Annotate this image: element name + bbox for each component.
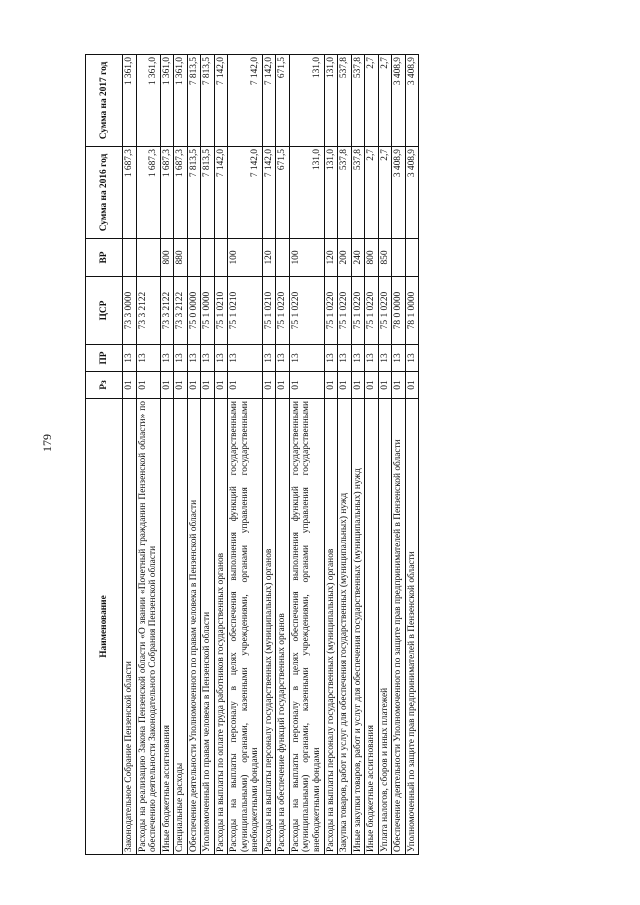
cell-sum-2017: 537,8 [338,55,352,147]
table-row [174,55,188,855]
cell-pr: 13 [405,345,419,372]
cell-csr: 75 1 0210 [214,277,228,345]
cell-vr: 800 [365,239,379,277]
cell-sum-2016: 7 142,0 [228,147,263,239]
cell-vr [276,239,290,277]
cell-sum-2016: 3 408,9 [405,147,419,239]
cell-rz: 01 [289,372,324,399]
cell-name: Расходы на выплаты персоналу государственных (муниципальных) органов [324,399,338,855]
cell-rz: 01 [324,372,338,399]
cell-name: Расходы на реализацию Закона Пензенской области «О звании «Почетный гражданин Пензенской области» по обеспечению деятельности Законодательного Собрания Пензенской области [136,399,160,855]
header-rz: Рз [86,372,123,399]
cell-name: Расходы на обеспечение функций государственных органов [276,399,290,855]
cell-pr: 13 [214,345,228,372]
cell-rz: 01 [365,372,379,399]
cell-vr [405,239,419,277]
cell-vr [392,239,406,277]
cell-pr: 13 [160,345,174,372]
header-sum-2016: Сумма на 2016 год [86,147,123,239]
cell-pr: 13 [174,345,188,372]
table-row [262,55,276,855]
cell-csr: 75 1 0220 [338,277,352,345]
cell-sum-2017: 2,7 [365,55,379,147]
cell-csr: 75 1 0220 [378,277,392,345]
table-row [136,55,160,855]
cell-pr: 13 [228,345,263,372]
budget-table [85,54,419,855]
cell-sum-2017: 7 813,5 [187,55,201,147]
cell-name: Законодательное Собрание Пензенской области [123,399,137,855]
cell-sum-2016: 537,8 [338,147,352,239]
cell-sum-2017: 1 361,0 [136,55,160,147]
cell-vr [187,239,201,277]
cell-pr: 13 [201,345,215,372]
cell-name: Обеспечение деятельности Уполномоченного по правам человека в Пензенской области [187,399,201,855]
cell-name: Расходы на выплаты персоналу в целях обеспечения выполнения функций государственными (муниципальными) органами, казенными учреждениями, органами управления государственными внебюджетными фондами [228,399,263,855]
cell-sum-2017: 1 361,0 [123,55,137,147]
cell-name: Обеспечение деятельности Уполномоченного по защите прав предпринимателей в Пензенской области [392,399,406,855]
cell-vr [214,239,228,277]
table-row [351,55,365,855]
cell-sum-2016: 7 813,5 [187,147,201,239]
cell-name: Иные бюджетные ассигнования [365,399,379,855]
cell-vr: 120 [262,239,276,277]
cell-csr: 75 1 0220 [289,277,324,345]
cell-csr: 75 1 0220 [324,277,338,345]
cell-csr: 75 1 0220 [276,277,290,345]
cell-csr: 75 1 0220 [365,277,379,345]
cell-pr: 13 [136,345,160,372]
table-row [187,55,201,855]
table-row [392,55,406,855]
cell-rz: 01 [378,372,392,399]
cell-name: Расходы на выплаты по оплате труда работников государственных органов [214,399,228,855]
cell-sum-2016: 3 408,9 [392,147,406,239]
cell-pr: 13 [262,345,276,372]
table-row [228,55,263,855]
cell-csr: 73 3 2122 [136,277,160,345]
cell-rz: 01 [174,372,188,399]
cell-sum-2017: 1 361,0 [160,55,174,147]
cell-rz: 01 [338,372,352,399]
cell-rz: 01 [392,372,406,399]
cell-csr: 75 1 0210 [262,277,276,345]
header-sum-2017: Сумма на 2017 год [86,55,123,147]
cell-pr: 13 [123,345,137,372]
cell-vr: 100 [289,239,324,277]
cell-rz: 01 [276,372,290,399]
cell-csr: 73 3 2122 [174,277,188,345]
cell-csr: 73 3 0000 [123,277,137,345]
cell-pr: 13 [378,345,392,372]
cell-rz: 01 [123,372,137,399]
cell-sum-2016: 537,8 [351,147,365,239]
cell-sum-2016: 131,0 [289,147,324,239]
cell-name: Специальные расходы [174,399,188,855]
cell-rz: 01 [405,372,419,399]
cell-csr: 75 1 0210 [228,277,263,345]
cell-sum-2017: 7 142,0 [214,55,228,147]
cell-vr: 120 [324,239,338,277]
cell-rz: 01 [201,372,215,399]
cell-sum-2017: 7 142,0 [262,55,276,147]
header-name: Наименование [86,399,123,855]
cell-vr [123,239,137,277]
cell-sum-2017: 1 361,0 [174,55,188,147]
cell-csr: 78 0 0000 [392,277,406,345]
cell-csr: 78 1 0000 [405,277,419,345]
cell-sum-2017: 7 142,0 [228,55,263,147]
cell-sum-2016: 7 142,0 [214,147,228,239]
cell-vr: 200 [338,239,352,277]
cell-rz: 01 [351,372,365,399]
cell-rz: 01 [262,372,276,399]
cell-sum-2016: 1 687,3 [136,147,160,239]
cell-rz: 01 [160,372,174,399]
cell-pr: 13 [289,345,324,372]
table-row [324,55,338,855]
table-row [276,55,290,855]
table-row [338,55,352,855]
header-csr: ЦСР [86,277,123,345]
cell-name: Расходы на выплаты персоналу государственных (муниципальных) органов [262,399,276,855]
cell-sum-2017: 3 408,9 [392,55,406,147]
rotated-table-area [85,55,605,855]
table-row [214,55,228,855]
cell-csr: 73 3 2122 [160,277,174,345]
cell-pr: 13 [187,345,201,372]
cell-sum-2017: 671,5 [276,55,290,147]
cell-sum-2016: 1 687,3 [174,147,188,239]
cell-vr: 800 [160,239,174,277]
table-row [378,55,392,855]
cell-vr [201,239,215,277]
cell-sum-2016: 2,7 [378,147,392,239]
cell-sum-2017: 537,8 [351,55,365,147]
cell-vr [136,239,160,277]
cell-name: Иные бюджетные ассигнования [160,399,174,855]
table-row [123,55,137,855]
cell-rz: 01 [214,372,228,399]
cell-rz: 01 [136,372,160,399]
cell-name: Закупка товаров, работ и услуг для обеспечения государственных (муниципальных) нужд [338,399,352,855]
cell-pr: 13 [324,345,338,372]
cell-sum-2017: 131,0 [324,55,338,147]
cell-csr: 75 1 0220 [351,277,365,345]
table-body [123,55,419,855]
cell-pr: 13 [276,345,290,372]
cell-vr: 100 [228,239,263,277]
cell-sum-2016: 7 142,0 [262,147,276,239]
cell-pr: 13 [338,345,352,372]
cell-sum-2016: 2,7 [365,147,379,239]
cell-vr: 850 [378,239,392,277]
cell-rz: 01 [187,372,201,399]
cell-name: Уполномоченный по правам человека в Пензенской области [201,399,215,855]
cell-vr: 880 [174,239,188,277]
cell-sum-2017: 7 813,5 [201,55,215,147]
cell-pr: 13 [351,345,365,372]
cell-name: Уполномоченный по защите прав предпринимателей в Пензенской области [405,399,419,855]
cell-sum-2016: 1 687,3 [123,147,137,239]
cell-pr: 13 [365,345,379,372]
table-header-row [86,55,123,855]
cell-pr: 13 [392,345,406,372]
cell-vr: 240 [351,239,365,277]
table-row [289,55,324,855]
cell-sum-2016: 131,0 [324,147,338,239]
header-pr: ПР [86,345,123,372]
table-row [160,55,174,855]
cell-name: Уплата налогов, сборов и иных платежей [378,399,392,855]
header-vr: ВР [86,239,123,277]
table-row [405,55,419,855]
cell-name: Расходы на выплаты персоналу в целях обеспечения выполнения функций государственными (муниципальными) органами, казенными учреждениями, органами управления государственными внебюджетными фондами [289,399,324,855]
cell-sum-2016: 1 687,3 [160,147,174,239]
table-row [201,55,215,855]
cell-rz: 01 [228,372,263,399]
cell-sum-2017: 3 408,9 [405,55,419,147]
cell-csr: 75 0 0000 [187,277,201,345]
cell-sum-2017: 2,7 [378,55,392,147]
cell-sum-2016: 7 813,5 [201,147,215,239]
table-row [365,55,379,855]
cell-sum-2016: 671,5 [276,147,290,239]
cell-name: Иные закупки товаров, работ и услуг для обеспечения государственных (муниципальных) нужд [351,399,365,855]
page-number: 179 [40,434,54,452]
cell-csr: 75 1 0000 [201,277,215,345]
cell-sum-2017: 131,0 [289,55,324,147]
